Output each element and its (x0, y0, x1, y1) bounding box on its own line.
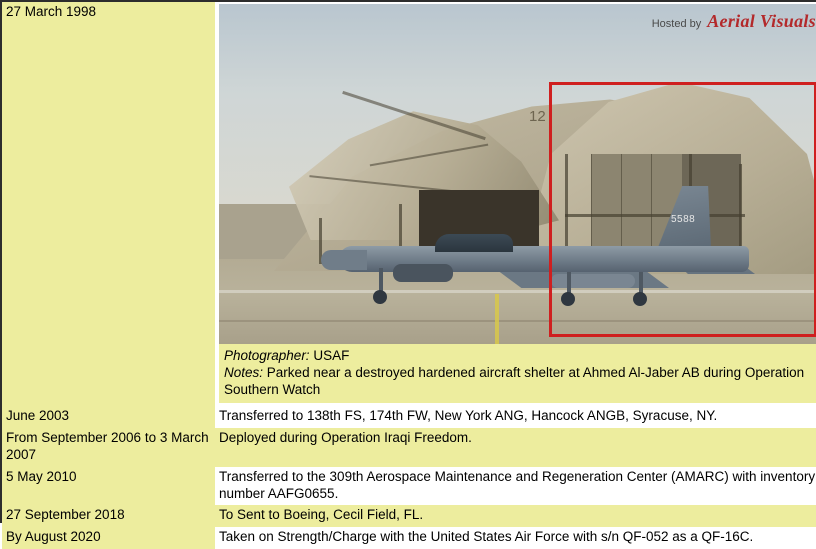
watermark-hosted-label: Hosted by (651, 18, 702, 30)
history-date: 5 May 2010 (2, 467, 215, 506)
history-date: From September 2006 to 3 March 2007 (2, 428, 215, 467)
table-row (2, 406, 816, 428)
tail-number: 5588 (671, 214, 696, 225)
history-date: June 2003 (2, 406, 215, 428)
history-date: By August 2020 (2, 527, 215, 549)
history-description: Transferred to 138th FS, 174th FW, New York ANG, Hancock ANGB, Syracuse, NY. (215, 406, 816, 428)
history-description: Transferred to the 309th Aerospace Maintenance and Regeneration Center (AMARC) with inventory number AAFG0655. (215, 467, 816, 506)
history-table (2, 2, 816, 549)
photographer-line (224, 347, 816, 364)
watermark (652, 10, 816, 33)
shelter-number: 12 (529, 108, 546, 125)
aircraft-photo (219, 4, 816, 344)
history-date: 27 September 2018 (2, 505, 215, 527)
notes-line (224, 364, 816, 398)
engine-intake (393, 264, 453, 282)
notes-label: Notes: (224, 365, 264, 380)
table-row (2, 505, 816, 527)
history-description: To Sent to Boeing, Cecil Field, FL. (215, 505, 816, 527)
cockpit-canopy (435, 234, 513, 252)
history-description: Deployed during Operation Iraqi Freedom. (215, 428, 816, 467)
photo-cell (215, 2, 816, 406)
notes-value: Parked near a destroyed hardened aircraft shelter at Ahmed Al-Jaber AB during Operation Southern Watch (224, 365, 805, 397)
table-row (2, 527, 816, 549)
history-description: Taken on Strength/Charge with the United States Air Force with s/n QF-052 as a QF-16C. (215, 527, 816, 549)
photo-row (2, 2, 816, 406)
nose-cone (321, 250, 367, 270)
photo-caption (219, 344, 816, 403)
photographer-value: USAF (313, 348, 350, 363)
nose-wheel (373, 290, 387, 304)
table-row (2, 467, 816, 506)
watermark-brand: Aerial Visuals (707, 11, 816, 31)
red-annotation-box (549, 82, 816, 337)
photo-date-cell (2, 2, 215, 406)
photographer-label: Photographer: (224, 348, 310, 363)
photo-date: 27 March 1998 (6, 4, 97, 19)
table-row (2, 428, 816, 467)
